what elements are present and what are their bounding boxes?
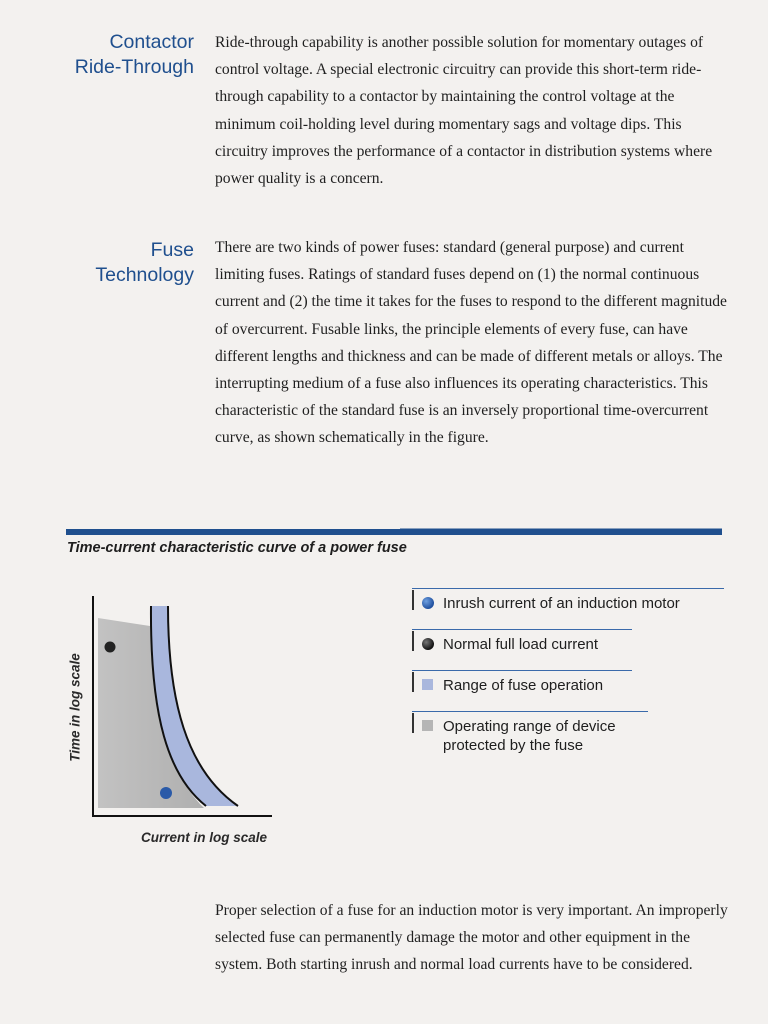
heading-line: Technology	[95, 264, 194, 286]
device-operating-range	[98, 618, 204, 808]
fuse-curve-right	[168, 606, 238, 806]
paragraph-fuse-technology: There are two kinds of power fuses: standard (general purpose) and current limiting fuses. Ratings of standard fuses depend on (1) the normal continuous current and (2) the time it takes for the fuses to respond to the different magnitude of overcurrent. Fusable links, the principle elements of every fuse, can have different lengths and thickness and can be made of different metals or alloys. The interrupting medium of a fuse also influences its operating characteristics. This characteristic of the standard fuse is an inversely proportional time-overcurrent curve, as shown schematically in the figure.	[215, 239, 727, 447]
legend-bar	[412, 713, 414, 733]
blue-square-icon	[422, 679, 433, 690]
legend-divider	[412, 588, 724, 589]
heading-contactor-ride-through	[75, 30, 194, 80]
normal-full-load-marker	[105, 642, 116, 653]
legend-label: Operating range of device protected by the fuse	[443, 718, 616, 754]
blue-dot-icon	[422, 597, 434, 609]
paragraph-fuse-selection: Proper selection of a fuse for an induction motor is very important. An improperly selected fuse can permanently damage the motor and other equipment in the system. Both starting inrush and normal load currents have to be considered.	[215, 902, 728, 974]
legend-bar	[412, 631, 414, 651]
legend-divider	[412, 670, 632, 671]
heading-line: Contactor	[109, 31, 194, 53]
legend-label: Range of fuse operation	[443, 677, 604, 694]
y-axis-label: Time in log scale	[67, 653, 83, 762]
black-dot-icon	[422, 638, 434, 650]
paragraph-contactor-ride-through: Ride-through capability is another possible solution for momentary outages of control voltage. A special electronic circuitry can provide this short-term ride-through capability to a contactor by maintaining the control voltage at the minimum coil-holding level during momentary sags and voltage dips. This circuitry improves the performance of a contactor in distribution systems where power quality is a concern.	[215, 34, 713, 188]
figure-rule	[66, 529, 722, 535]
legend-bar	[412, 672, 414, 692]
fuse-curve-left	[151, 606, 206, 806]
heading-line: Ride-Through	[74, 56, 194, 78]
inrush-current-marker	[160, 787, 172, 799]
legend-divider	[412, 629, 632, 630]
figure-title: Time-current characteristic curve of a power fuse	[67, 540, 407, 556]
legend-bar	[412, 590, 414, 610]
fuse-operation-range	[151, 606, 238, 806]
legend-divider	[412, 711, 648, 712]
gray-square-icon	[422, 720, 433, 731]
legend-label: Inrush current of an induction motor	[443, 595, 680, 612]
legend-label: Normal full load current	[443, 636, 599, 653]
heading-line: Fuse	[150, 239, 194, 261]
heading-fuse-technology	[95, 238, 194, 288]
x-axis-label: Current in log scale	[141, 830, 268, 845]
